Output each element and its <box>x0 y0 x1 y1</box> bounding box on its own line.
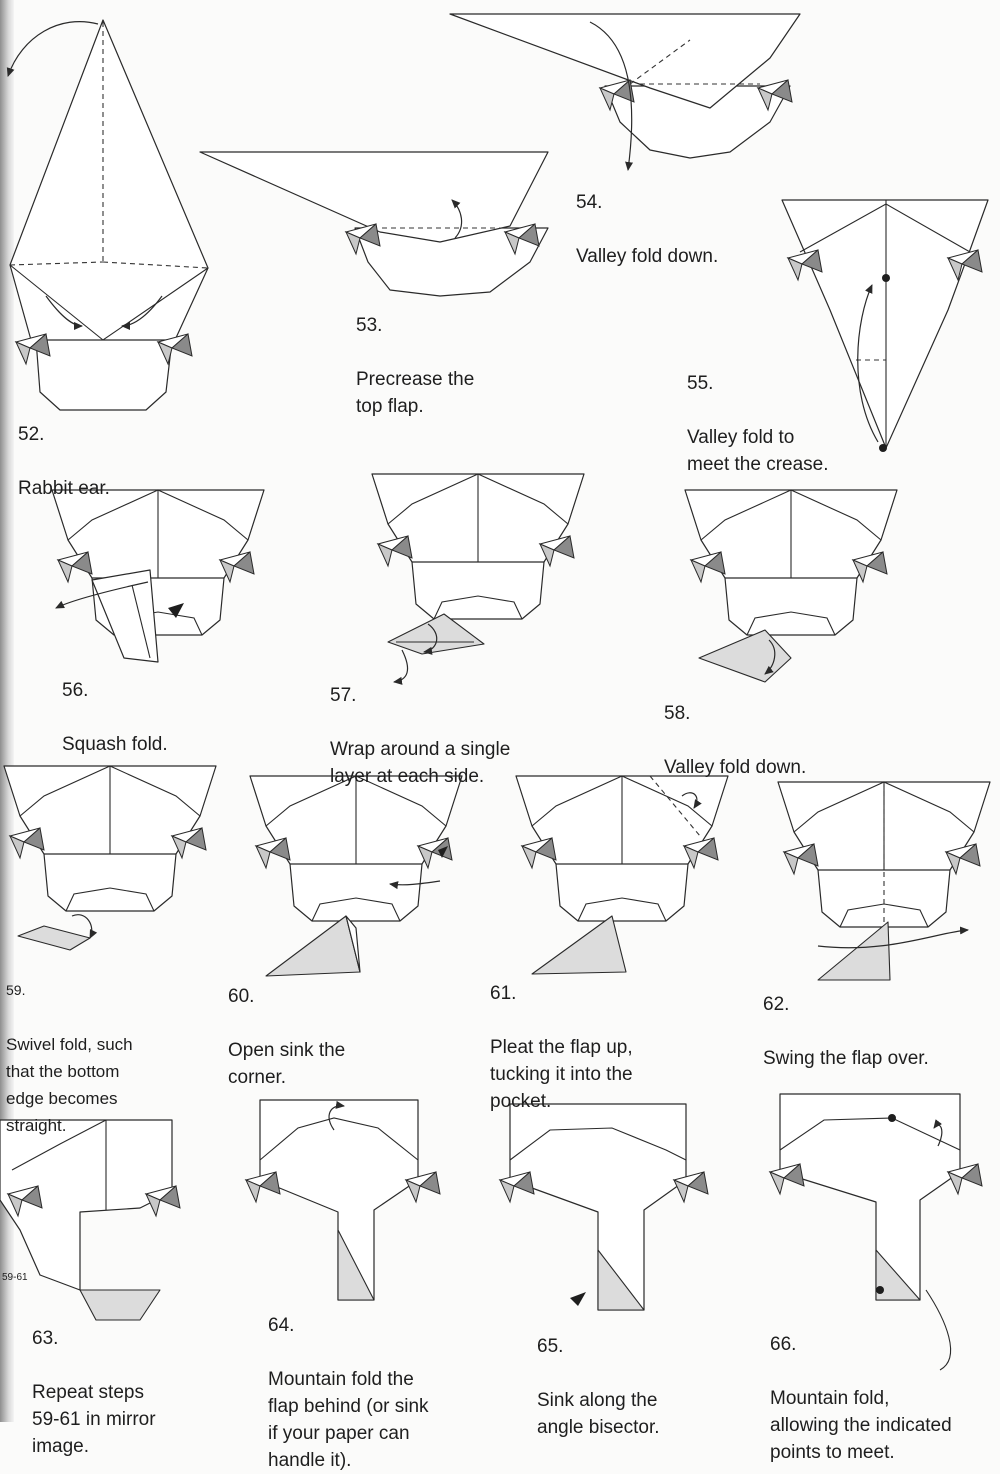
step-60-figure <box>250 776 462 976</box>
step-64-caption <box>268 1285 429 1474</box>
step-instruction: Rabbit ear. <box>18 478 110 499</box>
step-52-caption <box>18 394 110 502</box>
step-60-caption <box>228 956 345 1091</box>
step-56-caption <box>62 650 168 758</box>
step-62-caption <box>763 964 929 1072</box>
step-65-figure <box>500 1104 708 1310</box>
step-number: 66. <box>770 1334 797 1355</box>
step-number: 62. <box>763 994 790 1015</box>
step-number: 64. <box>268 1315 295 1336</box>
step-53-figure <box>200 152 548 296</box>
step-instruction: Precrease the top flap. <box>356 369 475 417</box>
step-instruction: Wrap around a single layer at each side. <box>330 739 511 787</box>
step-55-caption <box>687 343 829 478</box>
step-53-caption <box>356 285 474 420</box>
step-number: 53. <box>356 315 383 336</box>
step-number: 59. <box>6 982 26 998</box>
step-number: 58. <box>664 703 691 724</box>
step-64-figure <box>246 1100 440 1300</box>
step-63-figure <box>0 1120 180 1320</box>
step-66-caption <box>770 1304 952 1466</box>
step-61-figure <box>516 776 728 974</box>
step-56-figure <box>52 490 264 662</box>
step-instruction: Swing the flap over. <box>763 1048 929 1069</box>
step-instruction: Squash fold. <box>62 734 168 755</box>
step-58-caption <box>664 673 806 781</box>
step-52-figure <box>8 20 208 410</box>
step-57-caption <box>330 655 510 790</box>
step-61-caption <box>490 953 633 1115</box>
step-65-caption <box>537 1306 660 1441</box>
step-number: 56. <box>62 680 89 701</box>
step-54-caption <box>576 162 718 270</box>
step-instruction: Valley fold to meet the crease. <box>687 427 829 475</box>
step-59-figure <box>4 766 216 950</box>
step-59-caption <box>6 950 133 1139</box>
step-63-caption <box>32 1298 156 1460</box>
step-number: 52. <box>18 424 45 445</box>
step-instruction: Sink along the angle bisector. <box>537 1390 660 1438</box>
step-instruction: Valley fold down. <box>664 757 807 778</box>
step-number: 65. <box>537 1336 564 1357</box>
step-instruction: Open sink the corner. <box>228 1040 346 1088</box>
step-instruction: Mountain fold, allowing the indicated points to meet. <box>770 1388 952 1463</box>
step-instruction: Valley fold down. <box>576 246 719 267</box>
step-number: 57. <box>330 685 357 706</box>
step-54-figure <box>450 14 800 170</box>
step-number: 55. <box>687 373 714 394</box>
step-instruction: Mountain fold the flap behind (or sink if your paper can handle it). <box>268 1369 429 1471</box>
step-instruction: Pleat the flap up, tucking it into the pocket. <box>490 1037 633 1112</box>
step-number: 60. <box>228 986 255 1007</box>
step-57-figure <box>372 474 584 682</box>
step-instruction: Repeat steps 59-61 in mirror image. <box>32 1382 156 1457</box>
step-number: 54. <box>576 192 603 213</box>
step-58-figure <box>685 490 897 682</box>
step-instruction: Swivel fold, such that the bottom edge becomes straight. <box>6 1035 133 1135</box>
step-62-figure <box>778 782 990 980</box>
step-number: 63. <box>32 1328 59 1349</box>
repeat-range-label: 59-61 <box>2 1272 28 1283</box>
step-number: 61. <box>490 983 517 1004</box>
